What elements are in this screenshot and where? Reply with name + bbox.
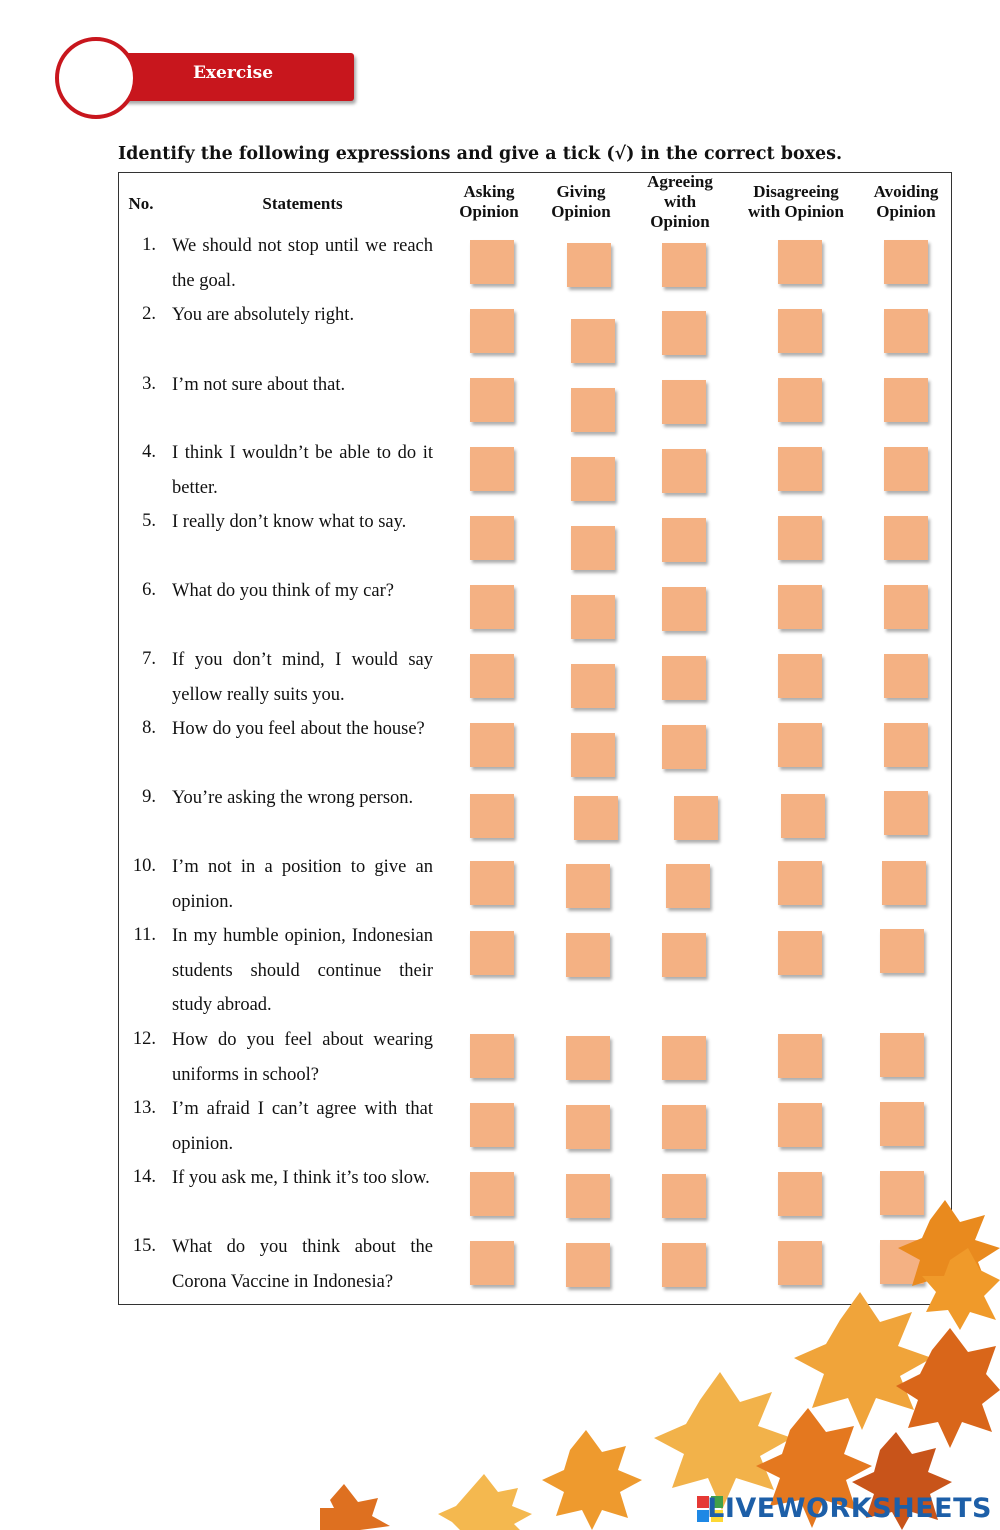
answer-box-avoiding[interactable]	[884, 585, 928, 629]
header-giving-line: Giving	[556, 182, 606, 201]
banner-circle	[55, 37, 137, 119]
statement-text: How do you feel about the house?	[172, 719, 425, 739]
leaf-icon	[654, 1372, 792, 1510]
instruction-text: Identify the following expressions and give a tick (√) in the correct boxes.	[118, 144, 843, 164]
statement-text: In my humble opinion, Indonesian students should continue their study abroad.	[172, 926, 433, 1016]
leaf-icon	[438, 1474, 532, 1530]
header-giving-line: Opinion	[551, 202, 611, 221]
row-number: 14.	[132, 1167, 156, 1187]
header-disagreeing-line: with Opinion	[748, 202, 844, 221]
answer-box-avoiding[interactable]	[880, 1102, 924, 1146]
header-asking-opinion	[444, 182, 534, 222]
answer-box-disagreeing[interactable]	[778, 447, 822, 491]
answer-box-asking[interactable]	[470, 654, 514, 698]
autumn-leaves-decoration	[320, 1200, 1000, 1530]
answer-box-asking[interactable]	[470, 309, 514, 353]
answer-box-disagreeing[interactable]	[778, 723, 822, 767]
answer-box-asking[interactable]	[470, 378, 514, 422]
answer-box-avoiding[interactable]	[884, 654, 928, 698]
answer-box-giving[interactable]	[571, 664, 615, 708]
answer-box-agreeing[interactable]	[674, 796, 718, 840]
answer-box-asking[interactable]	[470, 723, 514, 767]
answer-box-disagreeing[interactable]	[778, 309, 822, 353]
header-agreeing-opinion	[632, 172, 728, 232]
answer-box-avoiding[interactable]	[884, 240, 928, 284]
statement-text: You are absolutely right.	[172, 305, 355, 325]
answer-box-agreeing[interactable]	[662, 587, 706, 631]
leaf-icon	[794, 1292, 932, 1430]
header-avoiding-line: Opinion	[876, 202, 936, 221]
answer-box-agreeing[interactable]	[662, 1105, 706, 1149]
row-number: 8.	[142, 718, 156, 738]
answer-box-agreeing[interactable]	[666, 864, 710, 908]
statement-text: We should not stop until we reach the goal.	[172, 236, 433, 291]
statement-text: How do you feel about wearing uniforms in school?	[172, 1030, 433, 1085]
row-number: 15.	[132, 1236, 156, 1256]
header-giving-opinion	[536, 182, 626, 222]
row-number: 4.	[142, 442, 156, 462]
answer-box-avoiding[interactable]	[884, 791, 928, 835]
row-number: 13.	[132, 1098, 156, 1118]
header-disagreeing-opinion	[736, 182, 856, 222]
answer-box-avoiding[interactable]	[884, 378, 928, 422]
answer-box-agreeing[interactable]	[662, 449, 706, 493]
answer-box-agreeing[interactable]	[662, 1036, 706, 1080]
answer-box-asking[interactable]	[470, 240, 514, 284]
answer-box-giving[interactable]	[567, 243, 611, 287]
answer-box-asking[interactable]	[470, 1103, 514, 1147]
answer-box-giving[interactable]	[571, 388, 615, 432]
answer-box-asking[interactable]	[470, 516, 514, 560]
answer-box-giving[interactable]	[574, 796, 618, 840]
answer-box-disagreeing[interactable]	[778, 585, 822, 629]
statement-text: You’re asking the wrong person.	[172, 788, 414, 808]
answer-box-agreeing[interactable]	[662, 380, 706, 424]
answer-box-agreeing[interactable]	[662, 933, 706, 977]
row-number: 2.	[142, 304, 156, 324]
leaf-icon	[320, 1484, 390, 1530]
header-agreeing-line: Agreeing	[647, 172, 713, 191]
header-avoiding-line: Avoiding	[873, 182, 939, 201]
answer-box-giving[interactable]	[566, 933, 610, 977]
row-number: 11.	[133, 925, 156, 945]
row-number: 5.	[142, 511, 156, 531]
answer-box-giving[interactable]	[566, 1036, 610, 1080]
statement-text: I’m afraid I can’t agree with that opinion.	[172, 1099, 433, 1154]
answer-box-giving[interactable]	[571, 595, 615, 639]
answer-box-disagreeing[interactable]	[778, 1103, 822, 1147]
liveworksheets-brand: LIVEWORKSHEETS	[707, 1493, 992, 1524]
row-number: 7.	[142, 649, 156, 669]
answer-box-giving[interactable]	[571, 457, 615, 501]
answer-box-giving[interactable]	[571, 526, 615, 570]
row-number: 10.	[132, 856, 156, 876]
statement-text: I’m not sure about that.	[172, 375, 346, 395]
answer-box-giving[interactable]	[566, 1105, 610, 1149]
answer-box-asking[interactable]	[470, 794, 514, 838]
header-agreeing-line: Opinion	[650, 212, 710, 231]
answer-box-avoiding[interactable]	[882, 861, 926, 905]
answer-box-asking[interactable]	[470, 931, 514, 975]
answer-box-disagreeing[interactable]	[778, 240, 822, 284]
header-disagreeing-line: Disagreeing	[753, 182, 839, 201]
header-statements: Statements	[262, 194, 343, 213]
statement-text: What do you think about the Corona Vaccine in Indonesia?	[172, 1237, 433, 1292]
answer-box-disagreeing[interactable]	[778, 1034, 822, 1078]
statement-text: I think I wouldn’t be able to do it better.	[172, 443, 433, 498]
statement-text: If you ask me, I think it’s too slow.	[172, 1168, 430, 1188]
answer-box-avoiding[interactable]	[884, 309, 928, 353]
statement-text: I’m not in a position to give an opinion.	[172, 857, 433, 912]
header-asking-line: Asking	[463, 182, 515, 201]
answer-box-agreeing[interactable]	[662, 243, 706, 287]
answer-box-avoiding[interactable]	[880, 1033, 924, 1077]
answer-box-avoiding[interactable]	[884, 447, 928, 491]
answer-box-disagreeing[interactable]	[778, 516, 822, 560]
row-number: 12.	[132, 1029, 156, 1049]
answer-box-agreeing[interactable]	[662, 656, 706, 700]
row-number: 6.	[142, 580, 156, 600]
answer-box-giving[interactable]	[571, 319, 615, 363]
answer-box-disagreeing[interactable]	[778, 931, 822, 975]
answer-box-giving[interactable]	[566, 864, 610, 908]
answer-box-asking[interactable]	[470, 585, 514, 629]
header-avoiding-opinion	[862, 182, 950, 222]
row-number: 1.	[142, 235, 156, 255]
answer-box-agreeing[interactable]	[662, 518, 706, 562]
exercise-title: Exercise	[192, 63, 274, 83]
answer-box-disagreeing[interactable]	[778, 654, 822, 698]
row-number: 3.	[142, 374, 156, 394]
row-number: 9.	[142, 787, 156, 807]
answer-box-avoiding[interactable]	[884, 516, 928, 560]
statement-text: I really don’t know what to say.	[172, 512, 407, 532]
answer-box-giving[interactable]	[571, 733, 615, 777]
header-asking-line: Opinion	[459, 202, 519, 221]
answer-box-avoiding[interactable]	[880, 929, 924, 973]
answer-box-disagreeing[interactable]	[778, 861, 822, 905]
statement-text: If you don’t mind, I would say yellow really suits you.	[172, 650, 433, 705]
answer-box-asking[interactable]	[470, 447, 514, 491]
header-no: No.	[128, 194, 154, 213]
leaf-icon	[542, 1430, 642, 1530]
answer-box-asking[interactable]	[470, 861, 514, 905]
answer-box-agreeing[interactable]	[662, 311, 706, 355]
statement-text: What do you think of my car?	[172, 581, 394, 601]
answer-box-disagreeing[interactable]	[781, 794, 825, 838]
answer-box-agreeing[interactable]	[662, 725, 706, 769]
answer-box-asking[interactable]	[470, 1034, 514, 1078]
header-agreeing-line: with	[663, 192, 697, 211]
answer-box-avoiding[interactable]	[884, 723, 928, 767]
answer-box-disagreeing[interactable]	[778, 378, 822, 422]
leaf-icon	[896, 1328, 1000, 1448]
